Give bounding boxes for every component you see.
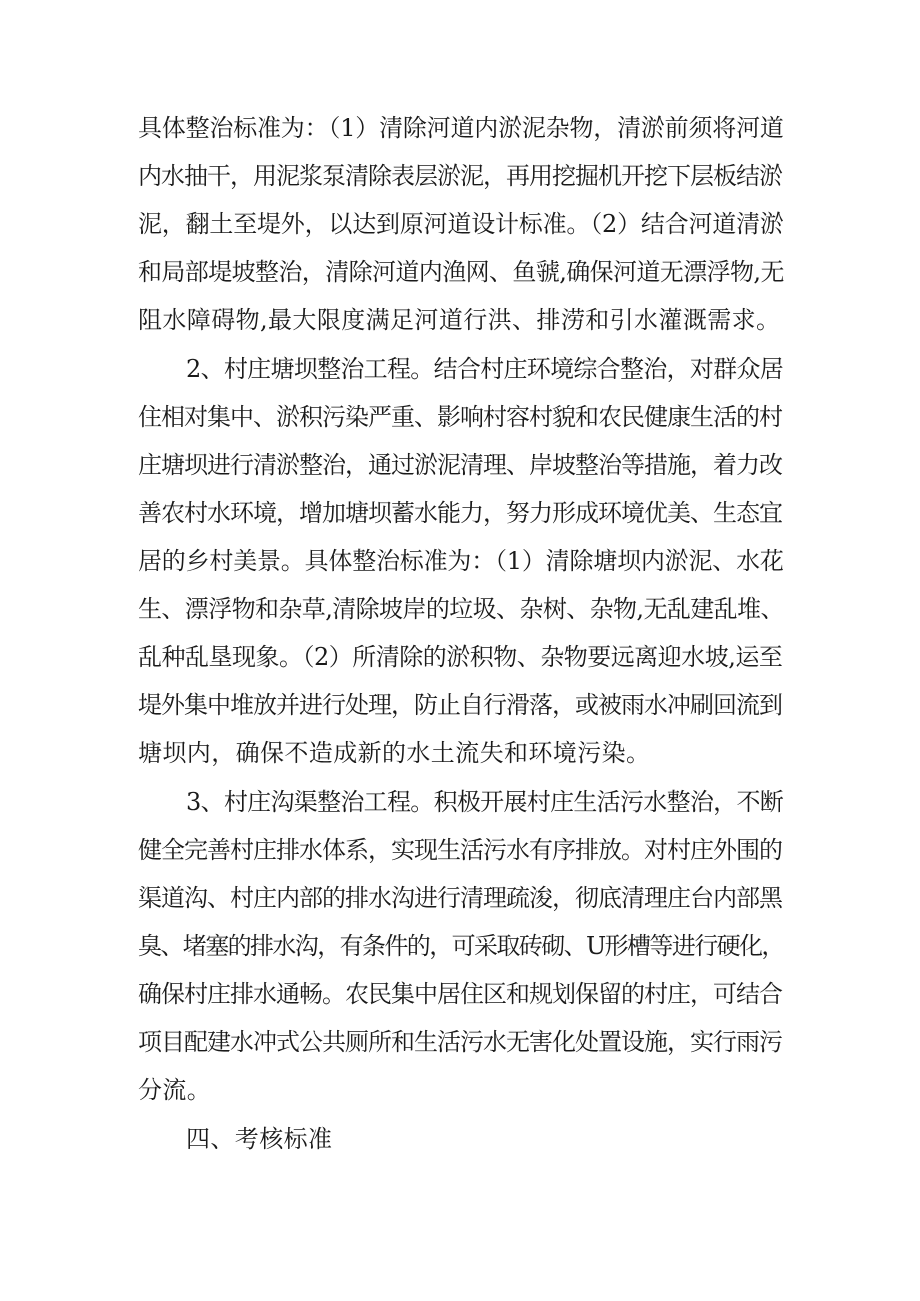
text-line: 庄塘坝进行清淤整治，通过淤泥清理、岸坡整治等措施，着力改	[138, 451, 782, 479]
text-line: 内水抽干，用泥浆泵清除表层淤泥，再用挖掘机开挖下层板结淤	[138, 162, 782, 190]
text-line: 居的乡村美景。具体整治标准为：（1）清除塘坝内淤泥、水花	[138, 547, 784, 575]
text-line: 项目配建水冲式公共厕所和生活污水无害化处置设施，实行雨污	[138, 1028, 782, 1056]
text-line: 阻水障碍物,最大限度满足河道行洪、排涝和引水灌溉需求。	[138, 306, 781, 334]
text-line: 具体整治标准为：（1）清除河道内淤泥杂物，清淤前须将河道	[138, 114, 784, 142]
text-line: 住相对集中、淤积污染严重、影响村容村貌和农民健康生活的村	[138, 403, 782, 431]
text-line: 健全完善村庄排水体系，实现生活污水有序排放。对村庄外围的	[138, 836, 782, 864]
text-line: 分流。	[138, 1076, 212, 1104]
text-line: 确保村庄排水通畅。农民集中居住区和规划保留的村庄，可结合	[138, 980, 782, 1008]
section-2-heading-line: 2、村庄塘坝整治工程。结合村庄环境综合整治，对群众居	[186, 355, 784, 383]
text-line: 和局部堤坡整治，清除河道内渔网、鱼虢,确保河道无漂浮物,无	[138, 258, 784, 286]
section-3-heading-line: 3、村庄沟渠整治工程。积极开展村庄生活污水整治，不断	[186, 788, 784, 816]
text-line: 堤外集中堆放并进行处理，防止自行滑落，或被雨水冲刷回流到	[138, 691, 782, 719]
text-line: 乱种乱垦现象。（2）所清除的淤积物、杂物要远离迎水坡,运至	[138, 643, 783, 671]
text-line: 渠道沟、村庄内部的排水沟进行清理疏浚，彻底清理庄台内部黑	[138, 884, 782, 912]
text-line: 生、漂浮物和杂草,清除坡岸的垃圾、杂树、杂物,无乱建乱堆、	[138, 595, 784, 623]
section-4-heading: 四、考核标准	[186, 1125, 333, 1153]
text-line: 臭、堵塞的排水沟，有条件的，可采取砖砌、U形槽等进行硬化，	[138, 932, 784, 960]
text-line: 善农村水环境，增加塘坝蓄水能力，努力形成环境优美、生态宜	[138, 499, 782, 527]
text-line: 塘坝内，确保不造成新的水土流失和环境污染。	[138, 739, 651, 767]
text-line: 泥，翻土至堤外，以达到原河道设计标准。（2）结合河道清淤	[138, 210, 784, 238]
